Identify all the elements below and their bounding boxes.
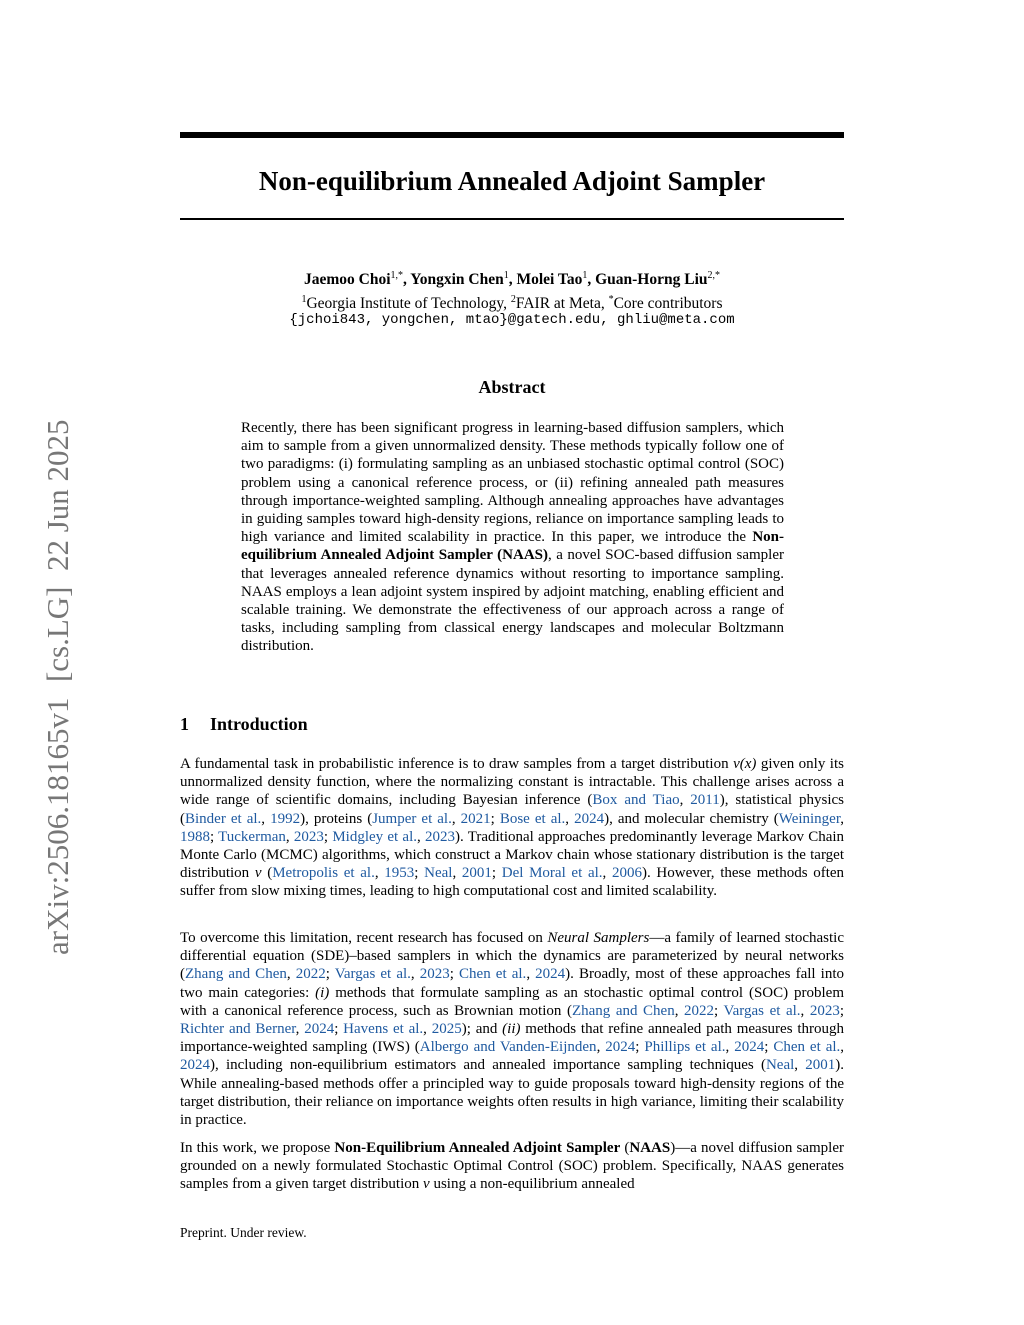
citation-year-link[interactable]: 2023 bbox=[425, 828, 455, 845]
citation-year-link[interactable]: 2024 bbox=[535, 966, 566, 983]
abstract-text: Recently, there has been significant progress in learning-based diffusion samplers, which aim to sample from a given unnormalized density. These methods typically follow one of two paradigms: (i) formulating sampling as an unbiased stochastic optimal control (SOC) problem using a canonical reference process, or (ii) refining annealed path measures through importance-weighted sampling. Although annealing approaches have advantages in guiding samples toward high-density regions, reliance on importance sampling leads to high variance and limited scalability in practice. In this paper, we introduce the bbox=[241, 420, 784, 546]
citation-link[interactable]: Vargas et al. bbox=[723, 1002, 801, 1019]
intro-paragraph-3 bbox=[180, 1139, 844, 1194]
affil-text: Core contributors bbox=[613, 295, 723, 313]
text-span: ; bbox=[334, 1021, 344, 1038]
intro-paragraph-2 bbox=[180, 929, 844, 1129]
paper-title: Non-equilibrium Annealed Adjoint Sampler bbox=[258, 166, 766, 196]
citation-year-link[interactable]: 1988 bbox=[180, 828, 210, 845]
citation-link[interactable]: Zhang and Chen bbox=[185, 966, 287, 983]
citation-link[interactable]: Box and Tiao bbox=[592, 792, 680, 809]
author-name: Guan-Horng Liu bbox=[595, 271, 708, 289]
citation-year-link[interactable]: 2022 bbox=[295, 966, 326, 983]
text-span: , bbox=[295, 1021, 305, 1038]
text-span: given only its unnormalized density function, where the normalizing constant is intractable. This challenge arises across a wide range of scientific domains, including Bayesian inference ( bbox=[180, 756, 844, 809]
text-span: ; bbox=[325, 966, 335, 983]
affil-text: FAIR at Meta, bbox=[515, 295, 609, 313]
math-expression: ν(x) bbox=[733, 756, 757, 772]
citation-link[interactable]: Metropolis et al. bbox=[272, 865, 375, 882]
text-span: )—a novel diffusion sampler grounded on a newly formulated Stochastic Optimal Control (SOC) problem. Specifically, NAAS generates samples from a given target distribution bbox=[180, 1140, 844, 1193]
text-span: ), statistical physics ( bbox=[180, 792, 845, 827]
citation-link[interactable]: Zhang and Chen bbox=[571, 1002, 675, 1019]
text-span: —a family of learned stochastic differential equation (SDE)–based samplers in which the dynamics are parameterized by neural networks ( bbox=[180, 930, 844, 983]
citation-link[interactable]: Binder et al. bbox=[185, 810, 262, 827]
text-span: ; bbox=[490, 810, 500, 827]
text-span: ), including non-equilibrium estimators and annealed importance sampling techniques ( bbox=[210, 1057, 766, 1074]
citation-year-link[interactable]: 2011 bbox=[690, 792, 720, 809]
text-span: ; bbox=[635, 1039, 645, 1056]
citation-link[interactable]: Del Moral et al. bbox=[501, 865, 603, 882]
text-span: , bbox=[725, 1039, 735, 1056]
text-span: ); and bbox=[461, 1021, 503, 1038]
text-span: ; bbox=[414, 865, 425, 882]
text-span: , bbox=[417, 828, 425, 845]
author-name: Jaemoo Choi bbox=[304, 271, 391, 289]
author-name: Molei Tao bbox=[516, 271, 583, 289]
emphasis-text: Neural Samplers bbox=[547, 930, 650, 946]
section-heading-introduction bbox=[180, 712, 308, 736]
text-span: , bbox=[261, 810, 271, 827]
citation-year-link[interactable]: 2024 bbox=[605, 1039, 636, 1056]
text-span: To overcome this limitation, recent research has focused on bbox=[180, 930, 548, 946]
emphasis-text: (i) bbox=[315, 984, 330, 1001]
citation-year-link[interactable]: 2024 bbox=[304, 1021, 335, 1038]
text-span: , bbox=[423, 1021, 432, 1038]
section-title: Introduction bbox=[210, 714, 308, 734]
text-span: ( bbox=[620, 1140, 630, 1156]
arxiv-sidebar-stamp: arXiv:2506.18165v1 [cs.LG] 22 Jun 2025 bbox=[40, 419, 75, 955]
citation-year-link[interactable]: 2024 bbox=[574, 810, 605, 827]
author-affil-mark: 1 bbox=[582, 270, 588, 281]
text-span: , bbox=[410, 966, 420, 983]
text-span: ), proteins ( bbox=[300, 810, 373, 827]
text-span: ). However, these methods often suffer from slow mixing times, leading to high computational cost and limited scalability. bbox=[180, 865, 845, 900]
abstract-body bbox=[241, 419, 784, 656]
text-span: ). While annealing-based methods offer a principled way to guide proposals toward high-density regions of the target distribution, their reliance on importance weights often results in high variance, limiting their scalability in practice. bbox=[180, 1057, 844, 1129]
citation-year-link[interactable]: 2024 bbox=[180, 1057, 210, 1074]
citation-link[interactable]: Havens et al. bbox=[343, 1021, 424, 1038]
citation-year-link[interactable]: 2025 bbox=[431, 1021, 462, 1038]
citation-link[interactable]: Richter and Berner bbox=[180, 1021, 296, 1038]
emphasis-text: (ii) bbox=[502, 1021, 521, 1038]
text-span: ( bbox=[261, 865, 273, 882]
math-expression: ν bbox=[423, 1176, 430, 1193]
text-span: ; bbox=[210, 828, 219, 845]
text-span: , bbox=[794, 1057, 806, 1074]
citation-year-link[interactable]: 2021 bbox=[460, 810, 491, 827]
text-span: , bbox=[565, 810, 575, 827]
text-span: A fundamental task in probabilistic inference is to draw samples from a target distribution bbox=[180, 756, 734, 772]
affil-text: Georgia Institute of Technology, bbox=[306, 295, 511, 313]
citation-year-link[interactable]: 2001 bbox=[461, 865, 492, 882]
text-span: , bbox=[451, 810, 461, 827]
title-top-rule bbox=[180, 132, 844, 138]
text-span: , bbox=[285, 828, 294, 845]
method-name: Non-Equilibrium Annealed Adjoint Sampler bbox=[334, 1140, 621, 1156]
citation-link[interactable]: Neal bbox=[765, 1057, 795, 1074]
intro-paragraph-1 bbox=[180, 755, 844, 901]
abstract-text: , a novel SOC-based diffusion sampler that leverages annealed reference dynamics without resorting to importance sampling. NAAS employs a lean adjoint system inspired by adjoint matching, enabling efficient and scalable training. We demonstrate the effectiveness of our approach across a range of tasks, including sampling from classical energy landscapes and molecular Boltzmann distribution. bbox=[241, 547, 785, 655]
text-span: ; bbox=[323, 828, 333, 845]
text-span: , bbox=[374, 865, 385, 882]
text-span: , bbox=[840, 1039, 845, 1056]
text-span: methods that formulate sampling as an stochastic optimal control (SOC) problem with a canonical reference process, such as Brownian motion ( bbox=[180, 984, 845, 1019]
citation-link[interactable]: Vargas et al. bbox=[334, 966, 411, 983]
text-span: , bbox=[286, 966, 296, 983]
affil-mark: 1 bbox=[301, 294, 307, 305]
citation-link[interactable]: Albergo and Vanden-Eijnden bbox=[419, 1039, 597, 1056]
text-span: methods that refine annealed path measures through importance-weighted sampling (IWS) ( bbox=[180, 1021, 845, 1056]
section-number: 1 bbox=[180, 714, 189, 734]
affil-mark: 2 bbox=[510, 294, 516, 305]
text-span: using a non-equilibrium annealed bbox=[429, 1176, 635, 1193]
text-span: ). Traditional approaches predominantly leverage Markov Chain Monte Carlo (MCMC) algorithms, which construct a Markov chain whose stationary distribution is the target distribution bbox=[180, 828, 845, 882]
method-acronym: NAAS bbox=[629, 1140, 671, 1156]
footer-note: Preprint. Under review. bbox=[180, 1225, 307, 1240]
text-span: ). Broadly, most of these approaches fall into two main categories: bbox=[180, 966, 845, 1001]
title-bottom-rule bbox=[180, 218, 844, 220]
citation-year-link[interactable]: 2023 bbox=[809, 1002, 840, 1019]
citation-year-link[interactable]: 1953 bbox=[384, 865, 415, 882]
citation-year-link[interactable]: 2001 bbox=[805, 1057, 836, 1074]
text-span: ; bbox=[449, 966, 460, 983]
text-span: In this work, we propose bbox=[180, 1140, 335, 1156]
author-affil-mark: 2,* bbox=[707, 270, 720, 281]
text-span: ; bbox=[714, 1002, 724, 1019]
author-emails: {jchoi843, yongchen, mtao}@gatech.edu, ghliu@meta.com bbox=[289, 312, 735, 328]
affil-mark: * bbox=[608, 294, 614, 305]
text-span: , bbox=[674, 1002, 685, 1019]
citation-link[interactable]: Chen et al. bbox=[459, 966, 527, 983]
text-span: ; bbox=[491, 865, 502, 882]
citation-year-link[interactable]: 2022 bbox=[684, 1002, 715, 1019]
abstract-method-name: Non-equilibrium Annealed Adjoint Sampler (NAAS) bbox=[241, 529, 784, 564]
abstract-heading: Abstract bbox=[478, 377, 546, 397]
author-affil-mark: 1,* bbox=[390, 270, 404, 281]
text-span: , bbox=[840, 810, 844, 827]
citation-year-link[interactable]: 2024 bbox=[734, 1039, 765, 1056]
author-list: Jaemoo Choi$^{1,*}$, Yongxin Chen$^1$, Molei Tao$^1$, Guan-Horng Liu$^{2,*}$ bbox=[304, 270, 720, 289]
text-span: , bbox=[596, 1039, 606, 1056]
citation-year-link[interactable]: 2023 bbox=[419, 966, 450, 983]
text-span: , bbox=[800, 1002, 810, 1019]
citation-link[interactable]: Chen et al. bbox=[773, 1039, 841, 1056]
text-span: ; bbox=[764, 1039, 774, 1056]
text-span: ; bbox=[839, 1002, 845, 1019]
citation-link[interactable]: Neal bbox=[424, 865, 453, 882]
citation-link[interactable]: Midgley et al. bbox=[332, 828, 418, 845]
citation-link[interactable]: Jumper et al. bbox=[372, 810, 452, 827]
text-span: , bbox=[602, 865, 612, 882]
citation-link[interactable]: Bose et al. bbox=[499, 810, 566, 827]
text-span: , bbox=[452, 865, 462, 882]
citation-year-link[interactable]: 1992 bbox=[270, 810, 301, 827]
math-expression: ν bbox=[254, 865, 262, 882]
text-span: , bbox=[526, 966, 536, 983]
text-span: ), and molecular chemistry ( bbox=[604, 810, 779, 827]
citation-link[interactable]: Tuckerman bbox=[218, 828, 286, 845]
citation-link[interactable]: Weininger bbox=[778, 810, 841, 827]
citation-link[interactable]: Phillips et al. bbox=[644, 1039, 726, 1056]
author-name: Yongxin Chen bbox=[410, 271, 504, 289]
author-affil-mark: 1 bbox=[503, 270, 509, 281]
citation-year-link[interactable]: 2023 bbox=[293, 828, 324, 845]
text-span: , bbox=[679, 792, 691, 809]
citation-year-link[interactable]: 2006 bbox=[611, 865, 642, 882]
